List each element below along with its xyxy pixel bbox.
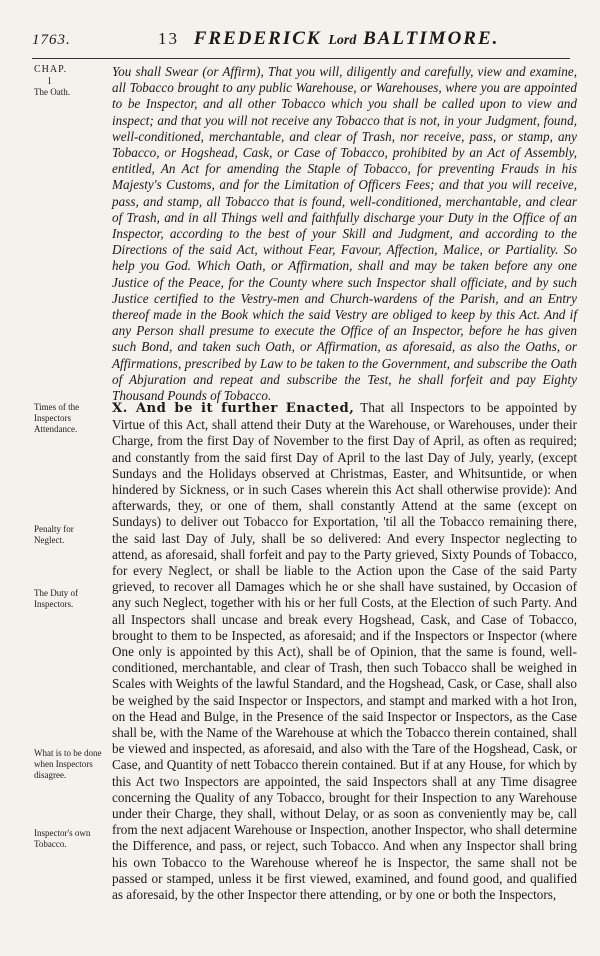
section-x (112, 400, 577, 903)
margin-oath: The Oath. (34, 87, 70, 97)
section-x-text (112, 400, 577, 903)
oath-text: You shall Swear (or Affirm), That you will, diligently and carefully, view and examine, all Tobacco brought to any public Warehouse, or Warehouses, where you are appointed to be Inspector, and all other Tobacco which you shall be called upon to view and inspect; and that you will not receive any Tobacco that is not, in your Judgment, found, well-conditioned, merchantable, and clear of Trash, nor receive, pass, or stamp, any Tobacco, or Hogshead, Cask, or Case of Tobacco, prohibited by an Act of Assembly, entitled, An Act for amending the Staple of Tobacco, for preventing Frauds in his Majesty's Customs, and for the Limitation of Officers Fees; and that you will receive, pass, and stamp, all Tobacco that is found, well-conditioned, merchantable, and clear of Trash, and in all Things well and faithfully discharge your Duty in the Office of an Inspector, according to the best of your Skill and Judgment, and according to the Directions of the said Act, without Fear, Favour, Affection, Malice, or Partiality. So help you God. Which Oath, or Affirmation, shall and may be taken before any one Justice of the Peace, for the County where such Inspector shall officiate, and by such Justice certified to the Vestry-men and Church-wardens of the Parish, and an Entry thereof made in the Book which the said Vestry are obliged to keep by this Act. And if any Person shall presume to execute the Office of an Inspector, before he has given such Bond, and taken such Oath, or Affirmation, as aforesaid, as also the Oaths, or Affirmations, prescribed by Law to be taken to the Government, and subscribe the Oath of Abjuration and repeat and subscribe the Test, he shall forfeit and pay Eighty Thousand Pounds of Tobacco. (112, 64, 577, 404)
margin-duty: The Duty of Inspectors. (34, 588, 78, 609)
margin-own: Inspector's own Tobacco. (34, 828, 91, 849)
margin-chap: CHAP. (34, 64, 68, 75)
title-end: BALTIMORE. (363, 28, 500, 49)
oath-paragraph (112, 64, 577, 404)
title-lord: Lord (328, 33, 357, 48)
margin-times: Times of the Inspectors Attendance. (34, 402, 80, 434)
running-header (32, 28, 570, 56)
header-rule (32, 58, 570, 59)
margin-roman: I (48, 76, 51, 86)
section-x-body: That all Inspectors to be appointed by Virtue of this Act, shall attend their Duty at the Warehouse, or Warehouses, under their Charge, from the first Day of November to the first Day of April, as often as required; and constantly from the said first Day of April to the last Day of July, yearly, (except Sundays and the Holidays observed at Christmas, Easter, and Whitsuntide, or when hindered by Sickness, or in such Cases wherein this Act shall otherwise provide): And afterwards, they, or one of them, shall constantly Attend at the same (except on Sundays) to deliver out Tobacco for Exportation, 'til all the Tobacco remaining there, the said last Day of July, shall be so delivered: And every Inspector neglecting to attend, as aforesaid, shall forfeit and pay to the Party grieved, Sixty Pounds of Tobacco, for every Neglect, or shall be liable to the Action upon the Case of the said Party grieved, to recover all Damages which he or she shall have sustained, by Occasion of any such Neglect, together with his or her full Costs, at the Election of such Party. And all Inspectors shall uncase and break every Hogshead, Cask, and Case of Tobacco, brought to them to be Inspected, as aforesaid; and if the Inspectors or Inspector (where One only is appointed by this Act), shall be of Opinion, that the same is found, well-conditioned, merchantable, and clear of Trash, then such Tobacco shall be weighed in Scales with Weights of the lawful Standard, and the Hogshead, Cask, or Case, shall also be weighed by the said Inspector or Inspectors, and stampt and marked with a hot Iron, on the Head and Bulge, in the Presence of the said Inspector or Inspectors, as the Case shall be, with the Name of the Warehouse at which the Tobacco therein contained, shall be viewed and inspected, as aforesaid, and also with the Tare of the Hogshead, Cask, or Case, and Quantity of nett Tobacco therein contained. But if at any House, for which by this Act two Inspectors are appointed, the said Inspectors shall at any Time disagree concerning the Quality of any Tobacco, brought for their Inspection to any Warehouse under their Charge, they shall, without Delay, or as soon as conveniently may be, call from the next adjacent Warehouse or Inspection, another Inspector, who shall determine the Difference, and pass, or reject, such Tobacco. And when any Inspector shall bring his own Tobacco to the Warehouse whereof he is Inspector, the same shall not be passed or stamped, unless it be first viewed, examined, and found good, and qualified as aforesaid, by the other Inspector there attending, or by one or both the Inspectors, (112, 400, 577, 903)
title-name: FREDERICK (193, 28, 322, 49)
margin-penalty: Penalty for Neglect. (34, 524, 74, 545)
page-number: 13 (158, 29, 179, 48)
header-year: 1763. (32, 32, 71, 48)
header-title (158, 28, 499, 50)
margin-disagree: What is to be done when Inspectors disagree. (34, 748, 102, 780)
section-x-lead: X. And be it further Enacted, (112, 401, 355, 416)
